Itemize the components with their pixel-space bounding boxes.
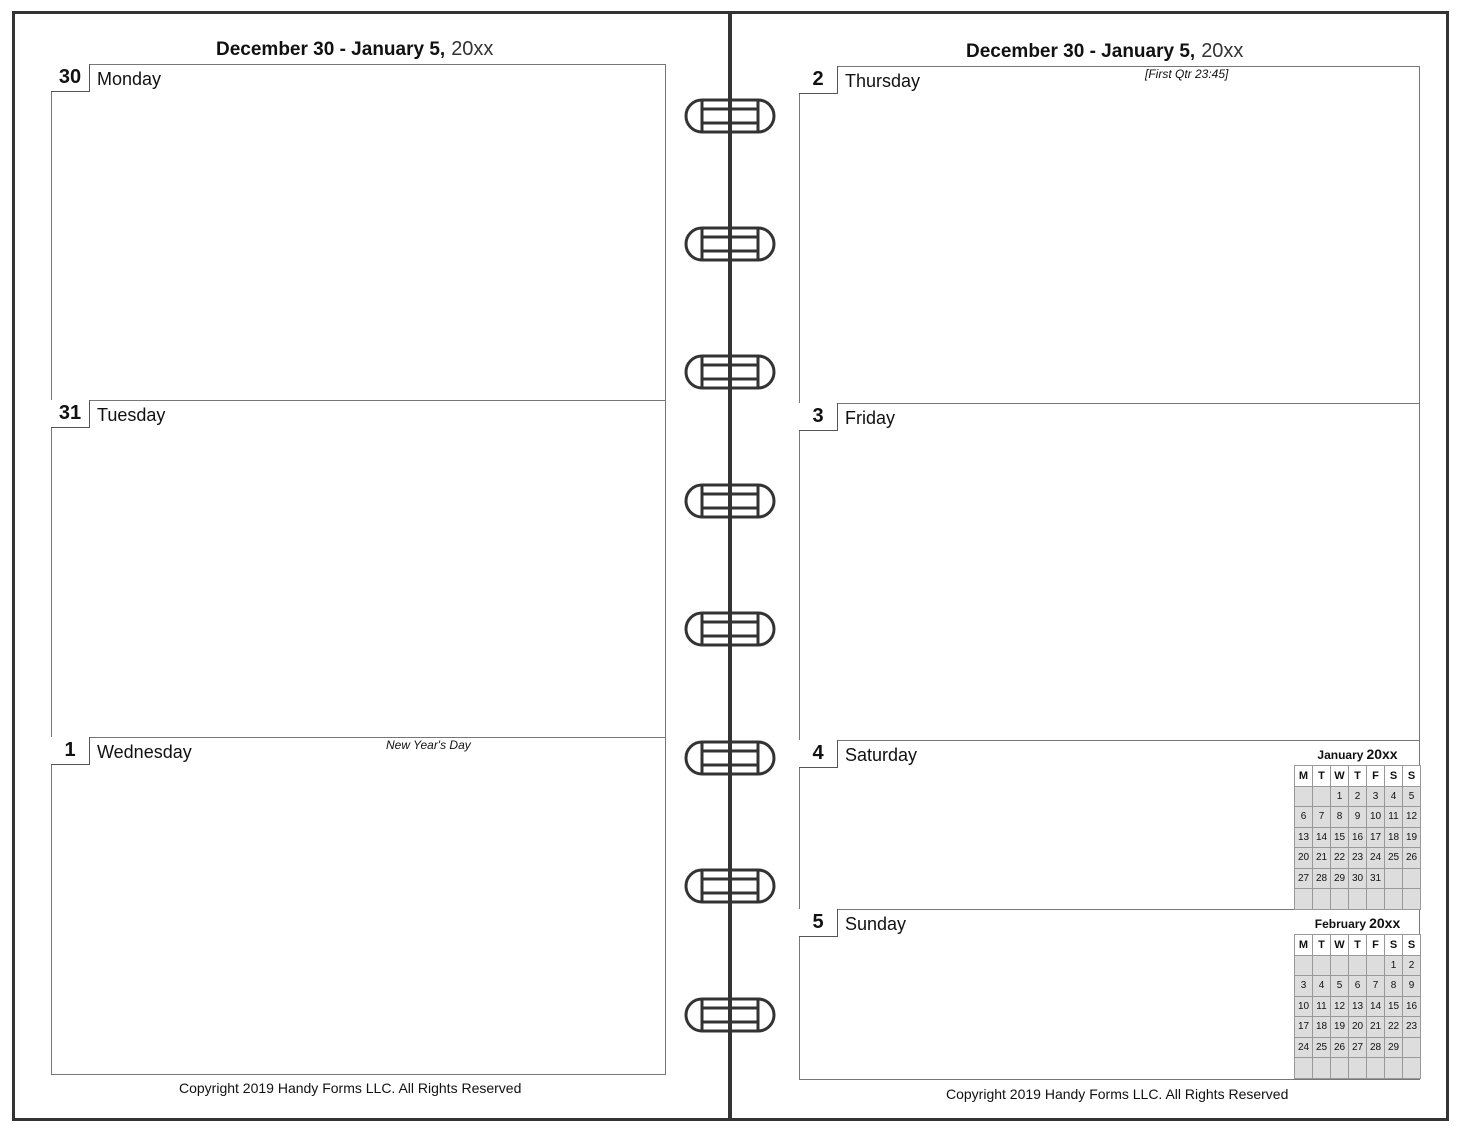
mini-calendar-date <box>1403 889 1421 910</box>
mini-calendar-date: 2 <box>1403 955 1421 976</box>
mini-calendar-date: 20 <box>1349 1017 1367 1038</box>
day-name: Tuesday <box>97 405 166 425</box>
mini-calendar-date <box>1295 1058 1313 1079</box>
mini-calendar-date: 16 <box>1403 996 1421 1017</box>
mini-calendar-date: 17 <box>1367 827 1385 848</box>
day-box-wednesday[interactable] <box>51 737 666 1075</box>
mini-calendar-date: 9 <box>1403 976 1421 997</box>
mini-calendar-date: 29 <box>1331 868 1349 889</box>
left-copyright: Copyright 2019 Handy Forms LLC. All Rights Reserved <box>179 1080 522 1096</box>
mini-calendar-date: 12 <box>1331 996 1349 1017</box>
mini-calendar-date: 14 <box>1367 996 1385 1017</box>
mini-calendar-date <box>1403 1037 1421 1058</box>
mini-calendar-date: 24 <box>1295 1037 1313 1058</box>
mini-calendar-date: 11 <box>1313 996 1331 1017</box>
mini-calendar-date: 5 <box>1403 786 1421 807</box>
mini-calendar-date <box>1349 955 1367 976</box>
left-title-text: December 30 - January 5, <box>216 39 446 60</box>
right-title-text: December 30 - January 5, <box>966 41 1196 62</box>
mini-calendar-date <box>1313 955 1331 976</box>
mini-calendar-date: 19 <box>1331 1017 1349 1038</box>
mini-calendar-date: 12 <box>1403 807 1421 828</box>
weekday-header: T <box>1349 935 1367 956</box>
mini-calendar-title <box>1294 915 1421 931</box>
mini-month: February <box>1314 917 1367 931</box>
right-page-title <box>966 40 1243 63</box>
binder-ring-icon <box>684 609 776 649</box>
mini-calendar-date: 8 <box>1331 807 1349 828</box>
mini-calendar-date: 1 <box>1331 786 1349 807</box>
mini-calendar-grid <box>1294 934 1421 1079</box>
mini-calendar-date: 7 <box>1367 976 1385 997</box>
mini-calendar-date: 31 <box>1367 868 1385 889</box>
weekday-header: S <box>1403 935 1421 956</box>
binder-ring-icon <box>684 738 776 778</box>
mini-calendar-date: 23 <box>1349 848 1367 869</box>
mini-calendar-date: 18 <box>1385 827 1403 848</box>
day-name: Wednesday <box>97 742 192 762</box>
binder-ring-icon <box>684 866 776 906</box>
mini-calendar-date: 10 <box>1367 807 1385 828</box>
weekday-header: F <box>1367 935 1385 956</box>
mini-calendar-date <box>1349 889 1367 910</box>
mini-calendar-date: 1 <box>1385 955 1403 976</box>
mini-calendar-date: 21 <box>1367 1017 1385 1038</box>
mini-year: 20xx <box>1366 746 1398 762</box>
mini-calendar-date: 8 <box>1385 976 1403 997</box>
mini-calendar-grid <box>1294 765 1421 910</box>
mini-calendar-date <box>1331 1058 1349 1079</box>
weekday-header: S <box>1385 935 1403 956</box>
moon-phase-note: [First Qtr 23:45] <box>1145 67 1229 81</box>
day-number: 30 <box>51 64 90 92</box>
mini-calendar-date: 25 <box>1385 848 1403 869</box>
mini-calendar-date <box>1295 955 1313 976</box>
mini-calendar-date <box>1385 1058 1403 1079</box>
mini-calendar-january <box>1294 746 1421 910</box>
mini-calendar-date: 29 <box>1385 1037 1403 1058</box>
mini-calendar-date: 26 <box>1331 1037 1349 1058</box>
left-page-title <box>216 38 493 61</box>
weekday-header: T <box>1313 935 1331 956</box>
mini-calendar-date: 10 <box>1295 996 1313 1017</box>
mini-calendar-date: 3 <box>1295 976 1313 997</box>
holiday-note: New Year's Day <box>386 738 471 752</box>
mini-calendar-date: 9 <box>1349 807 1367 828</box>
weekday-header: F <box>1367 766 1385 787</box>
mini-calendar-date <box>1367 889 1385 910</box>
mini-calendar-date: 19 <box>1403 827 1421 848</box>
mini-calendar-title <box>1294 746 1421 762</box>
day-box-friday[interactable] <box>799 403 1420 742</box>
mini-calendar-date: 22 <box>1385 1017 1403 1038</box>
mini-calendar-date: 18 <box>1313 1017 1331 1038</box>
mini-calendar-date: 26 <box>1403 848 1421 869</box>
day-box-thursday[interactable] <box>799 66 1420 405</box>
mini-calendar-date <box>1313 786 1331 807</box>
mini-calendar-date <box>1385 889 1403 910</box>
mini-calendar-date <box>1313 1058 1331 1079</box>
day-number: 1 <box>51 737 90 765</box>
mini-calendar-date: 28 <box>1313 868 1331 889</box>
day-name: Thursday <box>845 71 921 91</box>
mini-calendar-date <box>1385 868 1403 889</box>
day-number: 5 <box>799 909 838 937</box>
weekday-header: S <box>1385 766 1403 787</box>
mini-calendar-date: 28 <box>1367 1037 1385 1058</box>
mini-calendar-date: 30 <box>1349 868 1367 889</box>
right-copyright: Copyright 2019 Handy Forms LLC. All Rights Reserved <box>946 1086 1289 1102</box>
day-name: Sunday <box>845 914 907 934</box>
day-number: 4 <box>799 740 838 768</box>
day-box-tuesday[interactable] <box>51 400 666 738</box>
binder-ring-icon <box>684 995 776 1035</box>
mini-calendar-date: 24 <box>1367 848 1385 869</box>
weekday-header: M <box>1295 766 1313 787</box>
left-title-year: 20xx <box>451 38 494 60</box>
mini-calendar-date: 20 <box>1295 848 1313 869</box>
binder-ring-icon <box>684 481 776 521</box>
mini-calendar-date <box>1313 889 1331 910</box>
mini-calendar-date <box>1403 1058 1421 1079</box>
mini-calendar-february <box>1294 915 1421 1079</box>
mini-calendar-date: 22 <box>1331 848 1349 869</box>
mini-calendar-date: 25 <box>1313 1037 1331 1058</box>
mini-calendar-date: 4 <box>1385 786 1403 807</box>
mini-calendar-date: 23 <box>1403 1017 1421 1038</box>
mini-calendar-date: 14 <box>1313 827 1331 848</box>
weekday-header: T <box>1349 766 1367 787</box>
mini-calendar-date: 4 <box>1313 976 1331 997</box>
mini-calendar-date <box>1331 955 1349 976</box>
mini-calendar-date: 5 <box>1331 976 1349 997</box>
binder-ring-icon <box>684 224 776 264</box>
day-name: Monday <box>97 69 162 89</box>
mini-calendar-date: 6 <box>1295 807 1313 828</box>
day-number: 31 <box>51 400 90 428</box>
binder-ring-icon <box>684 352 776 392</box>
mini-calendar-date: 21 <box>1313 848 1331 869</box>
weekday-header: W <box>1331 935 1349 956</box>
weekday-header: S <box>1403 766 1421 787</box>
day-box-monday[interactable] <box>51 64 666 402</box>
mini-calendar-date: 3 <box>1367 786 1385 807</box>
mini-calendar-date <box>1349 1058 1367 1079</box>
mini-calendar-date: 15 <box>1385 996 1403 1017</box>
mini-calendar-date <box>1403 868 1421 889</box>
mini-month: January <box>1317 748 1364 762</box>
mini-year: 20xx <box>1369 915 1401 931</box>
day-name: Friday <box>845 408 896 428</box>
mini-calendar-date <box>1295 786 1313 807</box>
mini-calendar-date: 13 <box>1349 996 1367 1017</box>
weekday-header: M <box>1295 935 1313 956</box>
right-title-year: 20xx <box>1201 40 1244 62</box>
mini-calendar-date: 27 <box>1295 868 1313 889</box>
mini-calendar-date: 16 <box>1349 827 1367 848</box>
mini-calendar-date: 6 <box>1349 976 1367 997</box>
binder-spine <box>728 11 732 1121</box>
mini-calendar-date: 15 <box>1331 827 1349 848</box>
day-number: 3 <box>799 403 838 431</box>
mini-calendar-date <box>1367 1058 1385 1079</box>
mini-calendar-date: 11 <box>1385 807 1403 828</box>
mini-calendar-date: 17 <box>1295 1017 1313 1038</box>
mini-calendar-date <box>1295 889 1313 910</box>
weekday-header: T <box>1313 766 1331 787</box>
mini-calendar-date <box>1367 955 1385 976</box>
day-name: Saturday <box>845 745 918 765</box>
binder-ring-icon <box>684 96 776 136</box>
mini-calendar-date: 2 <box>1349 786 1367 807</box>
weekday-header: W <box>1331 766 1349 787</box>
day-number: 2 <box>799 66 838 94</box>
mini-calendar-date: 13 <box>1295 827 1313 848</box>
mini-calendar-date <box>1331 889 1349 910</box>
mini-calendar-date: 7 <box>1313 807 1331 828</box>
mini-calendar-date: 27 <box>1349 1037 1367 1058</box>
